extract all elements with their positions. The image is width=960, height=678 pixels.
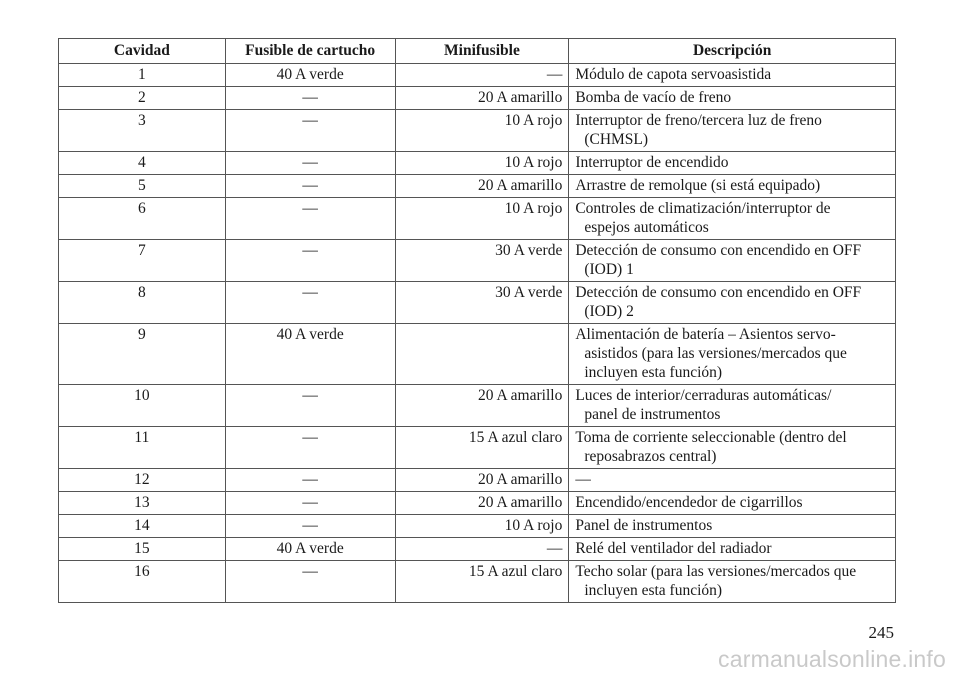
- cell-minifusible: 15 A azul claro: [395, 561, 569, 603]
- description-line: (CHMSL): [584, 131, 649, 148]
- cell-descripcion: [569, 198, 896, 240]
- cell-minifusible: 20 A amarillo: [395, 175, 569, 198]
- description-line: Módulo de capota servoasistida: [575, 66, 772, 83]
- cell-fusible-cartucho: —: [225, 469, 395, 492]
- cell-descripcion: [569, 64, 896, 87]
- cell-minifusible: 10 A rojo: [395, 198, 569, 240]
- cell-fusible-cartucho: —: [225, 152, 395, 175]
- cell-cavidad: 11: [59, 427, 226, 469]
- description-line: (IOD) 2: [584, 303, 634, 320]
- cell-descripcion: [569, 385, 896, 427]
- table-row: [59, 175, 896, 198]
- description-line: espejos automáticos: [584, 219, 709, 236]
- cell-descripcion: [569, 515, 896, 538]
- cell-fusible-cartucho: —: [225, 240, 395, 282]
- description-line: Bomba de vacío de freno: [575, 89, 732, 106]
- cell-cavidad: 13: [59, 492, 226, 515]
- cell-descripcion: [569, 110, 896, 152]
- table-row: [59, 110, 896, 152]
- table-row: [59, 324, 896, 385]
- watermark: carmanualsonline.info: [718, 646, 946, 672]
- header-fusible-cartucho: Fusible de cartucho: [225, 39, 395, 64]
- cell-descripcion: [569, 469, 896, 492]
- cell-descripcion: [569, 427, 896, 469]
- table-row: [59, 385, 896, 427]
- cell-descripcion: [569, 282, 896, 324]
- table-row: [59, 538, 896, 561]
- cell-fusible-cartucho: —: [225, 492, 395, 515]
- description-line: panel de instrumentos: [584, 406, 721, 423]
- cell-cavidad: 12: [59, 469, 226, 492]
- cell-fusible-cartucho: 40 A verde: [225, 324, 395, 385]
- cell-minifusible: 20 A amarillo: [395, 385, 569, 427]
- description-line: Encendido/encendedor de cigarrillos: [575, 494, 803, 511]
- cell-fusible-cartucho: —: [225, 110, 395, 152]
- cell-minifusible: 20 A amarillo: [395, 492, 569, 515]
- table-row: [59, 64, 896, 87]
- cell-minifusible: 30 A verde: [395, 240, 569, 282]
- table-body: [59, 64, 896, 603]
- description-line: incluyen esta función): [584, 582, 723, 599]
- cell-cavidad: 8: [59, 282, 226, 324]
- cell-fusible-cartucho: —: [225, 87, 395, 110]
- description-line: Panel de instrumentos: [575, 517, 713, 534]
- description-line: Techo solar (para las versiones/mercados que: [575, 563, 857, 580]
- header-minifusible: Minifusible: [395, 39, 569, 64]
- cell-minifusible: 20 A amarillo: [395, 469, 569, 492]
- description-line: —: [575, 471, 591, 488]
- page-number: 245: [868, 623, 894, 642]
- table-header-row: [59, 39, 896, 64]
- cell-minifusible: 15 A azul claro: [395, 427, 569, 469]
- cell-fusible-cartucho: —: [225, 175, 395, 198]
- cell-fusible-cartucho: 40 A verde: [225, 538, 395, 561]
- cell-descripcion: [569, 538, 896, 561]
- cell-cavidad: 2: [59, 87, 226, 110]
- cell-descripcion: [569, 87, 896, 110]
- cell-minifusible: 10 A rojo: [395, 110, 569, 152]
- cell-descripcion: [569, 175, 896, 198]
- cell-cavidad: 7: [59, 240, 226, 282]
- table-row: [59, 152, 896, 175]
- table-row: [59, 469, 896, 492]
- cell-minifusible: 10 A rojo: [395, 515, 569, 538]
- cell-descripcion: [569, 561, 896, 603]
- cell-descripcion: [569, 492, 896, 515]
- cell-cavidad: 3: [59, 110, 226, 152]
- table-row: [59, 492, 896, 515]
- cell-fusible-cartucho: —: [225, 515, 395, 538]
- cell-fusible-cartucho: —: [225, 282, 395, 324]
- description-line: Toma de corriente seleccionable (dentro del: [575, 429, 847, 446]
- description-line: (IOD) 1: [584, 261, 634, 278]
- cell-cavidad: 1: [59, 64, 226, 87]
- cell-cavidad: 9: [59, 324, 226, 385]
- cell-fusible-cartucho: —: [225, 198, 395, 240]
- cell-cavidad: 16: [59, 561, 226, 603]
- description-line: asistidos (para las versiones/mercados que: [584, 345, 847, 362]
- description-line: Arrastre de remolque (si está equipado): [575, 177, 821, 194]
- description-line: Relé del ventilador del radiador: [575, 540, 772, 557]
- description-line: Interruptor de encendido: [575, 154, 729, 171]
- cell-fusible-cartucho: 40 A verde: [225, 64, 395, 87]
- cell-cavidad: 10: [59, 385, 226, 427]
- table-row: [59, 282, 896, 324]
- cell-minifusible: —: [395, 538, 569, 561]
- cell-fusible-cartucho: —: [225, 427, 395, 469]
- cell-minifusible: 10 A rojo: [395, 152, 569, 175]
- cell-cavidad: 5: [59, 175, 226, 198]
- cell-cavidad: 6: [59, 198, 226, 240]
- description-line: Luces de interior/cerraduras automáticas/: [575, 387, 832, 404]
- table-row: [59, 240, 896, 282]
- cell-minifusible: 20 A amarillo: [395, 87, 569, 110]
- cell-minifusible: 30 A verde: [395, 282, 569, 324]
- table-row: [59, 515, 896, 538]
- cell-descripcion: [569, 324, 896, 385]
- description-line: Interruptor de freno/tercera luz de freno: [575, 112, 822, 129]
- table-row: [59, 198, 896, 240]
- fuse-table: [58, 38, 896, 603]
- header-cavidad: Cavidad: [59, 39, 226, 64]
- cell-descripcion: [569, 240, 896, 282]
- table-row: [59, 561, 896, 603]
- description-line: Detección de consumo con encendido en OFF: [575, 242, 862, 259]
- cell-descripcion: [569, 152, 896, 175]
- description-line: reposabrazos central): [584, 448, 717, 465]
- cell-minifusible: —: [395, 64, 569, 87]
- cell-fusible-cartucho: —: [225, 561, 395, 603]
- cell-fusible-cartucho: —: [225, 385, 395, 427]
- cell-cavidad: 15: [59, 538, 226, 561]
- description-line: Detección de consumo con encendido en OFF: [575, 284, 862, 301]
- description-line: incluyen esta función): [584, 364, 723, 381]
- header-descripcion: Descripción: [569, 39, 896, 64]
- description-line: Alimentación de batería – Asientos servo-: [575, 326, 836, 343]
- table-row: [59, 427, 896, 469]
- description-line: Controles de climatización/interruptor de: [575, 200, 831, 217]
- cell-cavidad: 4: [59, 152, 226, 175]
- cell-minifusible: [395, 324, 569, 385]
- cell-cavidad: 14: [59, 515, 226, 538]
- table-row: [59, 87, 896, 110]
